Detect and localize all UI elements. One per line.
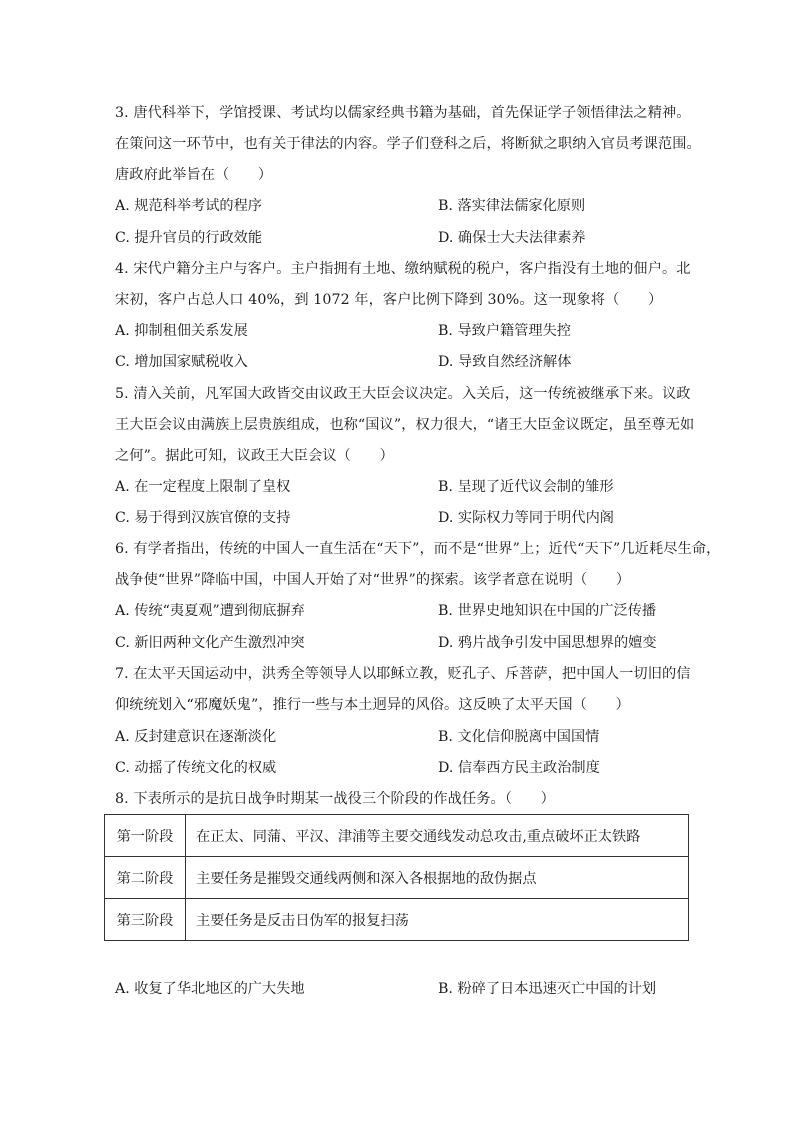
task-cell: 在正太、同蒲、平汉、津浦等主要交通线发动总攻击,重点破坏正太铁路 bbox=[186, 815, 689, 857]
table-row bbox=[105, 899, 689, 941]
q5-option-d: D. 实际权力等同于明代内阁 bbox=[438, 510, 614, 526]
q4-option-c: C. 增加国家赋税收入 bbox=[115, 354, 248, 370]
stage-cell: 第二阶段 bbox=[105, 857, 186, 899]
q6-stem-line-1: 6. 有学者指出，传统的中国人一直生活在“天下”，而不是“世界”上；近代“天下”几近耗尽生命， bbox=[115, 541, 721, 557]
q3-stem-line-2: 在策问这一环节中，也有关于律法的内容。学子们登科之后，将断狱之职纳入官员考课范围。 bbox=[115, 136, 701, 152]
q8-option-a: A. 收复了华北地区的广大失地 bbox=[115, 981, 305, 997]
q3-option-b: B. 落实律法儒家化原则 bbox=[438, 198, 586, 214]
q7-option-c: C. 动摇了传统文化的权威 bbox=[115, 760, 277, 776]
q3-stem-line-3: 唐政府此举旨在（ ） bbox=[115, 167, 273, 183]
q7-option-a: A. 反封建意识在逐渐淡化 bbox=[115, 729, 277, 745]
q5-stem-line-1: 5. 清入关前，凡军国大政皆交由议政王大臣会议决定。入关后，这一传统被继承下来。议政 bbox=[115, 386, 691, 402]
q6-option-d: D. 鸦片战争引发中国思想界的嬗变 bbox=[438, 635, 657, 651]
campaign-stages-table bbox=[104, 814, 689, 941]
stage-cell: 第一阶段 bbox=[105, 815, 186, 857]
task-cell: 主要任务是反击日伪军的报复扫荡 bbox=[186, 899, 689, 941]
q8-option-b: B. 粉碎了日本迅速灭亡中国的计划 bbox=[438, 981, 657, 997]
q5-option-b: B. 呈现了近代议会制的雏形 bbox=[438, 479, 614, 495]
stage-cell: 第三阶段 bbox=[105, 899, 186, 941]
q3-option-d: D. 确保士大夫法律素养 bbox=[438, 230, 586, 246]
q5-stem-line-3: 之何”。据此可知，议政王大臣会议（ ） bbox=[115, 448, 394, 464]
q6-option-c: C. 新旧两种文化产生激烈冲突 bbox=[115, 635, 305, 651]
q3-option-c: C. 提升官员的行政效能 bbox=[115, 230, 263, 246]
task-cell: 主要任务是摧毁交通线两侧和深入各根据地的敌伪据点 bbox=[186, 857, 689, 899]
q8-stem-line-1: 8. 下表所示的是抗日战争时期某一战役三个阶段的作战任务。（ ） bbox=[115, 791, 555, 807]
q4-stem-line-1: 4. 宋代户籍分主户与客户。主户指拥有土地、缴纳赋税的税户，客户指没有土地的佃户。北 bbox=[115, 261, 691, 277]
q5-stem-line-2: 王大臣会议由满族上层贵族组成，也称“国议”，权力很大，“诸王大臣金议既定，虽至尊无如 bbox=[115, 417, 695, 433]
q6-option-a: A. 传统“夷夏观”遭到彻底摒弃 bbox=[115, 603, 305, 619]
q3-stem-line-1: 3. 唐代科举下，学馆授课、考试均以儒家经典书籍为基础，首先保证学子领悟律法之精神。 bbox=[115, 105, 691, 121]
q5-option-c: C. 易于得到汉族官僚的支持 bbox=[115, 510, 291, 526]
q7-option-b: B. 文化信仰脱离中国国情 bbox=[438, 729, 600, 745]
q6-stem-line-2: 战争使“世界”降临中国，中国人开始了对“世界”的探索。该学者意在说明（ ） bbox=[115, 572, 631, 588]
q4-option-a: A. 抑制租佃关系发展 bbox=[115, 323, 248, 339]
q3-option-a: A. 规范科举考试的程序 bbox=[115, 198, 262, 214]
q7-stem-line-2: 仰统统划入“邪魔妖鬼”，推行一些与本土迥异的风俗。这反映了太平天国（ ） bbox=[115, 697, 630, 713]
q7-option-d: D. 信奉西方民主政治制度 bbox=[438, 760, 600, 776]
q5-option-a: A. 在一定程度上限制了皇权 bbox=[115, 479, 291, 495]
q4-option-d: D. 导致自然经济解体 bbox=[438, 354, 572, 370]
q4-option-b: B. 导致户籍管理失控 bbox=[438, 323, 571, 339]
q7-stem-line-1: 7. 在太平天国运动中，洪秀全等领导人以耶稣立教，贬孔子、斥菩萨，把中国人一切旧的信 bbox=[115, 666, 691, 682]
table-row bbox=[105, 815, 689, 857]
table-row bbox=[105, 857, 689, 899]
q4-stem-line-2: 宋初，客户占总人口 40%，到 1072 年，客户比例下降到 30%。这一现象将（ ） bbox=[115, 292, 663, 308]
q6-option-b: B. 世界史地知识在中国的广泛传播 bbox=[438, 603, 657, 619]
